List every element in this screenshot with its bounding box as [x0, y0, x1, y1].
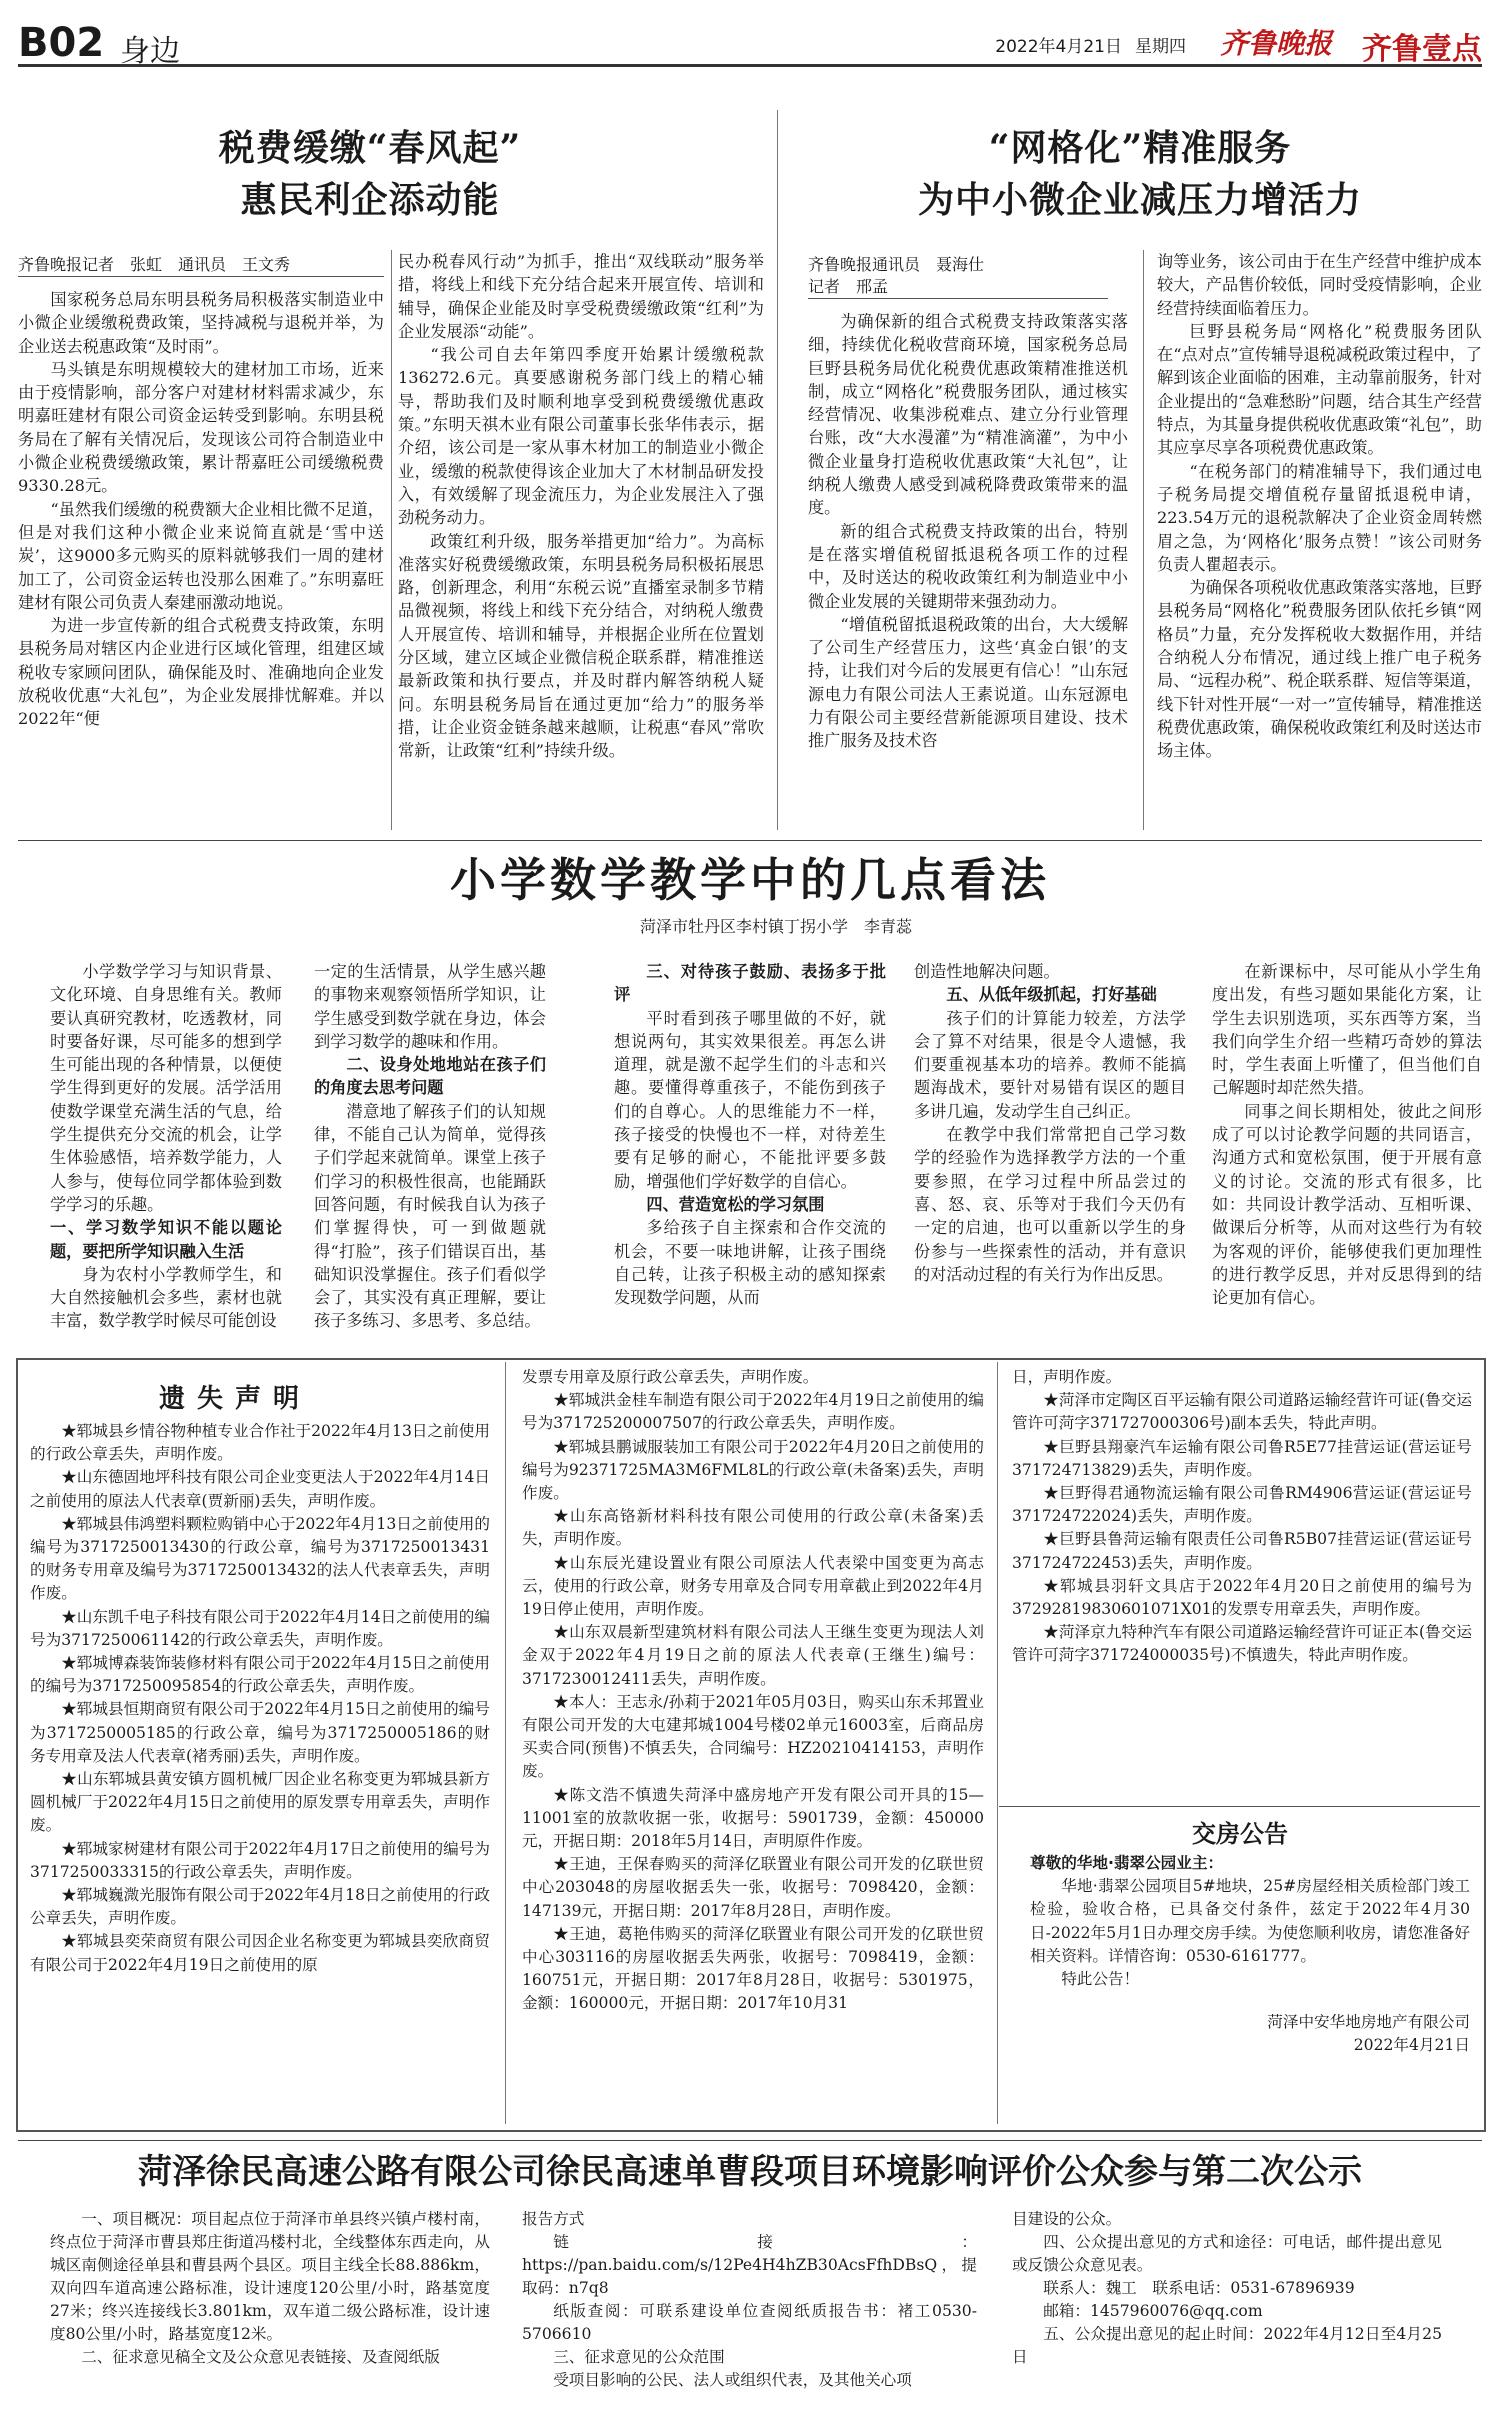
paragraph: ★陈文浩不慎遗失菏泽中盛房地产开发有限公司开具的15—11001室的放款收据一张，收据号：5901739，金额：450000元，开据日期：2018年5月14日，声明原件作废。: [522, 1785, 984, 1851]
paragraph: 为进一步宣传新的组合式税费支持政策，东明县税务局对辖区内企业进行区域化管理，组建区域税收专家顾问团队，确保能及时、准确地向企业发放税收优惠“大礼包”，为企业发展排忧解难。并以2022年“便: [18, 616, 384, 729]
paragraph: ★郓城博森装饰装修材料有限公司于2022年4月15日之前使用的编号为3717250095854的行政公章丢失，声明作废。: [30, 1654, 490, 1696]
article1-column-1: [18, 288, 384, 731]
paragraph: “在税务部门的精准辅导下，我们通过电子税务局提交增值税存量留抵退税申请，223.54万元的退税款解决了企业资金周转燃眉之急，为‘网格化’服务点赞！”该公司财务负责人瞿超表示。: [1157, 461, 1482, 574]
paragraph: 国家税务总局东明县税务局积极落实制造业中小微企业缓缴税费政策，坚持减税与退税并举，为企业送去税惠政策“及时雨”。: [18, 290, 384, 356]
article2-column-1: [808, 310, 1128, 753]
paragraph: 目建设的公众。: [1012, 2210, 1122, 2228]
section-name: 身边: [120, 34, 180, 69]
paragraph: 链接：https://pan.baidu.com/s/12Pe4H4hZB30AcsFfhDBsQ，提取码：n7q8: [522, 2233, 977, 2297]
paragraph: 在新课标中，尽可能从小学生角度出发，有些习题如果能化方案，让学生去识别选项，买东西等方案，当我们向学生介绍一些精巧奇妙的算法时，学生表面上听懂了，但当他们自己解题时却茫然失措。: [1212, 962, 1482, 1098]
paragraph: 身为农村小学教师学生，和大自然接触机会多些，素材也就丰富，数学教学时候尽可能创设: [50, 1264, 282, 1331]
column-rule: [391, 250, 392, 830]
paragraph: ★山东双晨新型建筑材料有限公司法人王继生变更为现法人刘金双于2022年4月19日之前的原法人代表章(王继生)编号：3717230012411丢失，声明作废。: [522, 1623, 984, 1688]
paragraph: 三、征求意见的公众范围: [553, 2348, 725, 2366]
article3-headline: 小学数学教学中的几点看法: [450, 853, 1050, 907]
paragraph: ★巨野得君通物流运输有限公司鲁RM4906营运证(营运证号371724722024)丢失，声明作废。: [1012, 1484, 1472, 1526]
paragraph: ★山东高铬新材料科技有限公司使用的行政公章(未备案)丢失，声明作废。: [522, 1507, 984, 1549]
subheading: 四、营造宽松的学习氛围: [646, 1194, 825, 1214]
paragraph: ★郓城县乡情谷物种植专业合作社于2022年4月13日之前使用的行政公章丢失，声明作废。: [30, 1422, 490, 1464]
column-rule: [777, 110, 778, 830]
handover-divider: [999, 1806, 1480, 1807]
paragraph: ★山东凯千电子科技有限公司于2022年4月14日之前使用的编号为3717250061142的行政公章丢失，声明作废。: [30, 1607, 490, 1649]
paragraph: 潜意地了解孩子们的认知规律，不能自己认为简单，觉得孩子们学起来就简单。课堂上孩子们学习的积极性很高，也能踊跃回答问题，有时候我自认为孩子们掌握得快，可一到做题就得“打脸”，孩子们错误百出，基础知识没掌握住。孩子们看似学会了，其实没有真正理解，要让孩子多练习、多思考、多总结。: [314, 1101, 546, 1331]
paragraph: ★山东德固地坪科技有限公司企业变更法人于2022年4月14日之前使用的原法人代表章(贾新丽)丢失，声明作废。: [30, 1468, 490, 1510]
article2-column-2: [1157, 250, 1482, 763]
article1-headline: [150, 122, 590, 226]
paragraph: ★郓城洪金桂车制造有限公司于2022年4月19日之前使用的编号为371725200007507的行政公章丢失，声明作废。: [522, 1391, 984, 1433]
eia-column-3: [1012, 2208, 1442, 2369]
paragraph: ★郓城巍溦光服饰有限公司于2022年4月18日之前使用的行政公章丢失，声明作废。: [30, 1886, 490, 1928]
paragraph: ★郓城县羽轩文具店于2022年4月20日之前使用的编号为37292819830601071X01的发票专用章丢失，声明作废。: [1012, 1576, 1472, 1619]
paragraph: ★菏泽市定陶区百平运输有限公司道路运输经营许可证(鲁交运管许可菏字371727000306号)副本丢失，特此声明。: [1012, 1391, 1472, 1433]
paragraph: 为确保新的组合式税费支持政策落实落细，持续优化税收营商环境，国家税务总局巨野县税务局优化税费优惠政策精准推送机制，成立“网格化”税费服务团队，通过核实经营情况、收集涉税难点、建立分行业管理台账，改“大水漫灌”为“精准滴灌”，为中小微企业量身打造税收优惠政策“大礼包”，让纳税人缴费人感受到减税降费政策带来的温度。: [808, 312, 1128, 518]
paragraph: 政策红利升级，服务举措更加“给力”。为高标准落实好税费缓缴政策，东明县税务局积极拓展思路，创新理念，利用“东税云说”直播室录制多节精品微视频，将线上和线下充分结合，对纳税人缴费人开展宣传、培训和辅导，并根据企业所在位置划分区域，建立区域企业微信税企联系群，精准推送最新政策和执行要点，并及时群内解答纳税人疑问。东明县税务局旨在通过更加“给力”的服务举措，让企业资金链条越来越顺，让税惠“春风”常吹常新，让政策“红利”持续升级。: [398, 531, 764, 761]
paragraph: 创造性地解决问题。: [914, 962, 1060, 981]
paragraph: 报告方式: [522, 2210, 585, 2228]
handover-date: 2022年4月21日: [1353, 2036, 1470, 2055]
subheading: 三、对待孩子鼓励、表扬多于批评: [614, 962, 886, 1005]
handover-company: 菏泽中安华地房地产有限公司: [1267, 2013, 1470, 2032]
paragraph: ★巨野县鲁菏运输有限责任公司鲁R5B07挂营运证(营运证号371724722453)丢失，声明作废。: [1012, 1530, 1472, 1572]
paragraph: 巨野县税务局“网格化”税费服务团队在“点对点”宣传辅导退税减税政策过程中，了解到该企业面临的困难，主动靠前服务，针对企业提出的“急难愁盼”问题，结合其生产经营特点，为其量身提供税收优惠政策“礼包”，助其应享尽享各项税费优惠政策。: [1157, 321, 1482, 458]
issue-weekday: 星期四: [1135, 37, 1186, 57]
paragraph: 日，声明作废。: [1012, 1368, 1122, 1386]
app-logo: 齐鲁壹点: [1362, 32, 1482, 67]
subheading: 五、从低年级抓起，打好基础: [946, 985, 1157, 1005]
paragraph: ★巨野县翔豪汽车运输有限公司鲁R5E77挂营运证(营运证号371724713829)丢失，声明作废。: [1012, 1437, 1472, 1479]
article2-byline-1: 齐鲁晚报通讯员 聂海仕: [808, 255, 985, 274]
paragraph: ★郓城县奕荣商贸有限公司因企业名称变更为郓城县奕欣商贸有限公司于2022年4月19日之前使用的原: [30, 1932, 490, 1974]
paragraph: “我公司自去年第四季度开始累计缓缴税款136272.6元。真要感谢税务部门线上的精心辅导，帮助我们及时顺利地享受到税费缓缴优惠政策。”东明天祺木业有限公司董事长张华伟表示，据介绍，该公司是一家从事木材加工的制造业小微企业，缓缴的税款使得该企业加大了木材制品研发投入，有效缓解了现金流压力，为企业发展注入了强劲税务动力。: [398, 345, 764, 528]
paragraph: 同事之间长期相处，彼此之间形成了可以讨论教学问题的共同语言，沟通方式和宽松氛围，便于开展有意义的讨论。交流的形式有很多，比如：共同设计教学活动、互相听课、做课后分析等，从而对这些行为有较为客观的评价，能够使我们更加理性的进行教学反思，并对反思得到的结论更加有信心。: [1212, 1101, 1482, 1308]
article1-column-2: [398, 250, 764, 763]
article3-column-3: [614, 960, 886, 1309]
issue-date: 2022年4月21日: [995, 37, 1122, 57]
paragraph: 纸版查阅：可联系建设单位查阅纸质报告书：褚工0530-5706610: [522, 2302, 977, 2343]
handover-notice: [1030, 1852, 1470, 2058]
paragraph: ★郓城县恒期商贸有限公司于2022年4月15日之前使用的编号为3717250005185的行政公章，编号为3717250005186的财务专用章及法人代表章(褚秀丽)丢失，声明作废。: [30, 1700, 490, 1765]
article2-headline: [860, 122, 1420, 226]
paragraph: ★郓城家树建材有限公司于2022年4月17日之前使用的编号为3717250033315的行政公章丢失，声明作废。: [30, 1839, 490, 1881]
lost-notices-column-2: [522, 1366, 984, 2016]
paragraph: ★王迪，葛艳伟购买的菏泽亿联置业有限公司开发的亿联世贸中心303116的房屋收据丢失两张，收据号：7098419，金额：160751元，开据日期：2017年8月28日，收据号：5301975，金额：160000元，开据日期：2017年10月31: [522, 1924, 984, 2013]
subheading: 二、设身处地地站在孩子们的角度去思考问题: [314, 1055, 546, 1098]
article3-column-2: [314, 960, 546, 1333]
section-divider: [18, 2140, 1482, 2141]
paragraph: 联系人：魏工 联系电话：0531-67896939: [1043, 2279, 1355, 2297]
page-header: [18, 20, 1482, 67]
paragraph: 多给孩子自主探索和合作交流的机会，不要一味地讲解，让孩子围绕自己转，让孩子积极主动的感知探索发现数学问题，从而: [614, 1218, 886, 1308]
paragraph: 四、公众提出意见的方式和途径：可电话，邮件提出意见或反馈公众意见表。: [1012, 2233, 1442, 2274]
paragraph: ★本人：王志永/孙莉于2021年05月03日，购买山东禾邦置业有限公司开发的大屯建邦城1004号楼02单元16003室，后商品房买卖合同(预售)不慎丢失，合同编号：HZ20210414153，声明作废。: [522, 1692, 984, 1781]
article1-byline: 齐鲁晚报记者 张虹 通讯员 王文秀: [18, 254, 384, 277]
article3-column-5: [1212, 960, 1482, 1309]
paragraph: ★山东辰光建设置业有限公司原法人代表梁中国变更为高志云，使用的行政公章，财务专用章及合同专用章截止到2022年4月19日停止使用，声明作废。: [522, 1553, 984, 1619]
article2-title-line1: “网格化”精准服务: [988, 127, 1292, 169]
paragraph: 邮箱：1457960076@qq.com: [1043, 2302, 1263, 2320]
page-number: B02: [18, 20, 105, 66]
column-rule: [1143, 250, 1144, 830]
eia-column-1: [50, 2208, 490, 2369]
article2-title-line2: 为中小微企业减压力增活力: [917, 179, 1362, 221]
article3-column-1: [50, 960, 282, 1333]
article2-byline-2: 记者 邢孟: [808, 276, 1108, 299]
lost-notices-column-3: [1012, 1366, 1472, 1668]
eia-headline: 菏泽徐民高速公路有限公司徐民高速单曹段项目环境影响评价公众参与第二次公示: [138, 2152, 1362, 2192]
paragraph: 一定的生活情景，从学生感兴趣的事物来观察领悟所学知识，让学生感受到数学就在身边，体会到学习数学的趣味和作用。: [314, 962, 546, 1051]
newspaper-logo: 齐鲁晚报: [1219, 27, 1332, 60]
paragraph: 五、公众提出意见的起止时间：2022年4月12日至4月25日: [1012, 2325, 1442, 2366]
paragraph: ★郓城县伟鸿塑料颗粒购销中心于2022年4月13日之前使用的编号为3717250013430的行政公章，编号为3717250013431的财务专用章及编号为3717250013432的法人代表章丢失，声明作废。: [30, 1514, 490, 1603]
handover-body: 华地·翡翠公园项目5#地块，25#房屋经相关质检部门竣工检验，验收合格，已具备交付条件，兹定于2022年4月30日-2022年5月1日办理交房手续。为使您顺利收房，请您准备好相关资料。详情咨询：0530-6161777。: [1030, 1877, 1470, 1965]
section-divider: [18, 840, 1482, 841]
paragraph: ★郓城县鹏诚服装加工有限公司于2022年4月20日之前使用的编号为92371725MA3M6FML8L的行政公章(未备案)丢失，声明作废。: [522, 1437, 984, 1503]
paragraph: ★王迪，王保春购买的菏泽亿联置业有限公司开发的亿联世贸中心203048的房屋收据丢失一张，收据号：7098420，金额：147139元，开据日期：2017年8月28日，声明作废。: [522, 1855, 984, 1920]
paragraph: 询等业务，该公司由于在生产经营中维护成本较大，产品售价较低，同时受疫情影响，企业经营持续面临着压力。: [1157, 252, 1482, 318]
lost-notices-column-1: [30, 1420, 490, 1977]
eia-column-2: [522, 2208, 977, 2392]
column-rule: [997, 1362, 998, 2124]
paragraph: 一、项目概况：项目起点位于菏泽市单县终兴镇卢楼村南，终点位于菏泽市曹县郑庄街道冯楼村北，全线整体东西走向，从城区南侧途径单县和曹县两个县区。项目主线全长88.886km，双向四车道高速公路标准，设计速度120公里/小时，路基宽度27米；终兴连接线长3.801km，双车道二级公路标准，设计速度80公里/小时，路基宽度12米。: [50, 2210, 490, 2343]
handover-title: 交房公告: [1192, 1819, 1288, 1848]
paragraph: 孩子们的计算能力较差，方法学会了算不对结果，很是令人遗憾，我们要重视基本功的培养。教师不能搞题海战术，要针对易错有误区的题目多讲几遍，发动学生自己纠正。: [914, 1008, 1186, 1121]
column-rule: [505, 1362, 506, 2124]
handover-greeting: 尊敬的华地·翡翠公园业主：: [1030, 1854, 1224, 1872]
paragraph: 平时看到孩子哪里做的不好，就想说两句，其实效果很差。再怎么讲道理，就是激不起学生们的斗志和兴趣。要懂得尊重孩子，不能伤到孩子们的自尊心。人的思维能力不一样，孩子接受的快慢也不一样，对待差生要有足够的耐心，不能批评要多鼓励，增强他们学好数学的自信心。: [614, 1008, 886, 1191]
subheading: 一、学习数学知识不能以题论题，要把所学知识融入生活: [50, 1218, 282, 1261]
paragraph: 为确保各项税收优惠政策落实落地，巨野县税务局“网格化”税费服务团队依托乡镇“网格员”力量，充分发挥税收大数据作用，并结合纳税人分布情况，通过线上推广电子税务局、“远程办税”、税企联系群、短信等渠道，线下针对性开展“一对一”宣传辅导，精准推送税费优惠政策，确保税收政策红利及时送达市场主体。: [1157, 578, 1482, 761]
paragraph: 发票专用章及原行政公章丢失，声明作废。: [522, 1368, 819, 1386]
article1-title-line1: 税费缓缴“春风起”: [218, 127, 522, 169]
article1-title-line2: 惠民利企添动能: [240, 179, 500, 221]
paragraph: 受项目影响的公民、法人或组织代表，及其他关心项: [553, 2371, 912, 2389]
paragraph: 马头镇是东明规模较大的建材加工市场，近来由于疫情影响，部分客户对建材材料需求减少，东明嘉旺建材有限公司资金运转受到影响。东明县税务局在了解有关情况后，发现该公司符合制造业中小微企业税费缓缴政策，累计帮嘉旺公司缓缴税费9330.28元。: [18, 359, 384, 496]
lost-notices-title: 遗失声明: [158, 1384, 311, 1414]
paragraph: ★菏泽京九特种汽车有限公司道路运输经营许可证正本(鲁交运管许可菏字371724000035号)不慎遗失，特此声明作废。: [1012, 1623, 1472, 1665]
article3-author: 菏泽市牡丹区李村镇丁拐小学 李青蕊: [640, 917, 913, 936]
article3-column-4: [914, 960, 1186, 1286]
paragraph: 新的组合式税费支持政策的出台，特别是在落实增值税留抵退税各项工作的过程中，及时送达的税收政策红利为制造业中小微企业发展的关键期带来强劲动力。: [808, 521, 1128, 611]
paragraph: 在教学中我们常常把自己学习数学的经验作为选择教学方法的一个重要参照，在学习过程中所品尝过的喜、怒、哀、乐等对于我们今天仍有一定的启迪，也可以重新以学生的身份参与一些探索性的活动，并有意识的对活动过程的有关行为作出反思。: [914, 1125, 1186, 1284]
paragraph: 小学数学学习与知识背景、文化环境、自身思维有关。教师要认真研究教材，吃透教材，同时要备好课，尽可能多的想到学生可能出现的各种情景，以便使学生得到更好的发展。活学活用使数学课堂充满生活的气息，给学生提供充分交流的机会，让学生体验感悟，培养数学能力，人人参与，使每位同学都体验到数学学习的乐趣。: [50, 962, 282, 1214]
paragraph: 二、征求意见稿全文及公众意见表链接、及查阅纸版: [81, 2348, 440, 2366]
paragraph: ★山东郓城县黄安镇方圆机械厂因企业名称变更为郓城县新方圆机械厂于2022年4月15日之前使用的原发票专用章丢失，声明作废。: [30, 1770, 490, 1835]
paragraph: 民办税春风行动”为抓手，推出“双线联动”服务举措，将线上和线下充分结合起来开展宣传、培训和辅导，确保企业能及时享受税费缓缴政策“红利”为企业发展添“动能”。: [398, 252, 764, 341]
paragraph: “增值税留抵退税政策的出台，大大缓解了公司生产经营压力，这些‘真金白银’的支持，让我们对今后的发展更有信心！”山东冠源电力有限公司法人王素说道。山东冠源电力有限公司主要经营新能源项目建设、技术推广服务及技术咨: [808, 614, 1128, 751]
paragraph: “虽然我们缓缴的税费额大企业相比微不足道，但是对我们这种小微企业来说简直就是‘雪中送炭’，这9000多元购买的原料就够我们一周的建材加工了，公司资金运转也没那么困难了。”东明嘉旺建材有限公司负责人秦建丽激动地说。: [18, 499, 384, 612]
handover-closing: 特此公告！: [1061, 1970, 1140, 1989]
